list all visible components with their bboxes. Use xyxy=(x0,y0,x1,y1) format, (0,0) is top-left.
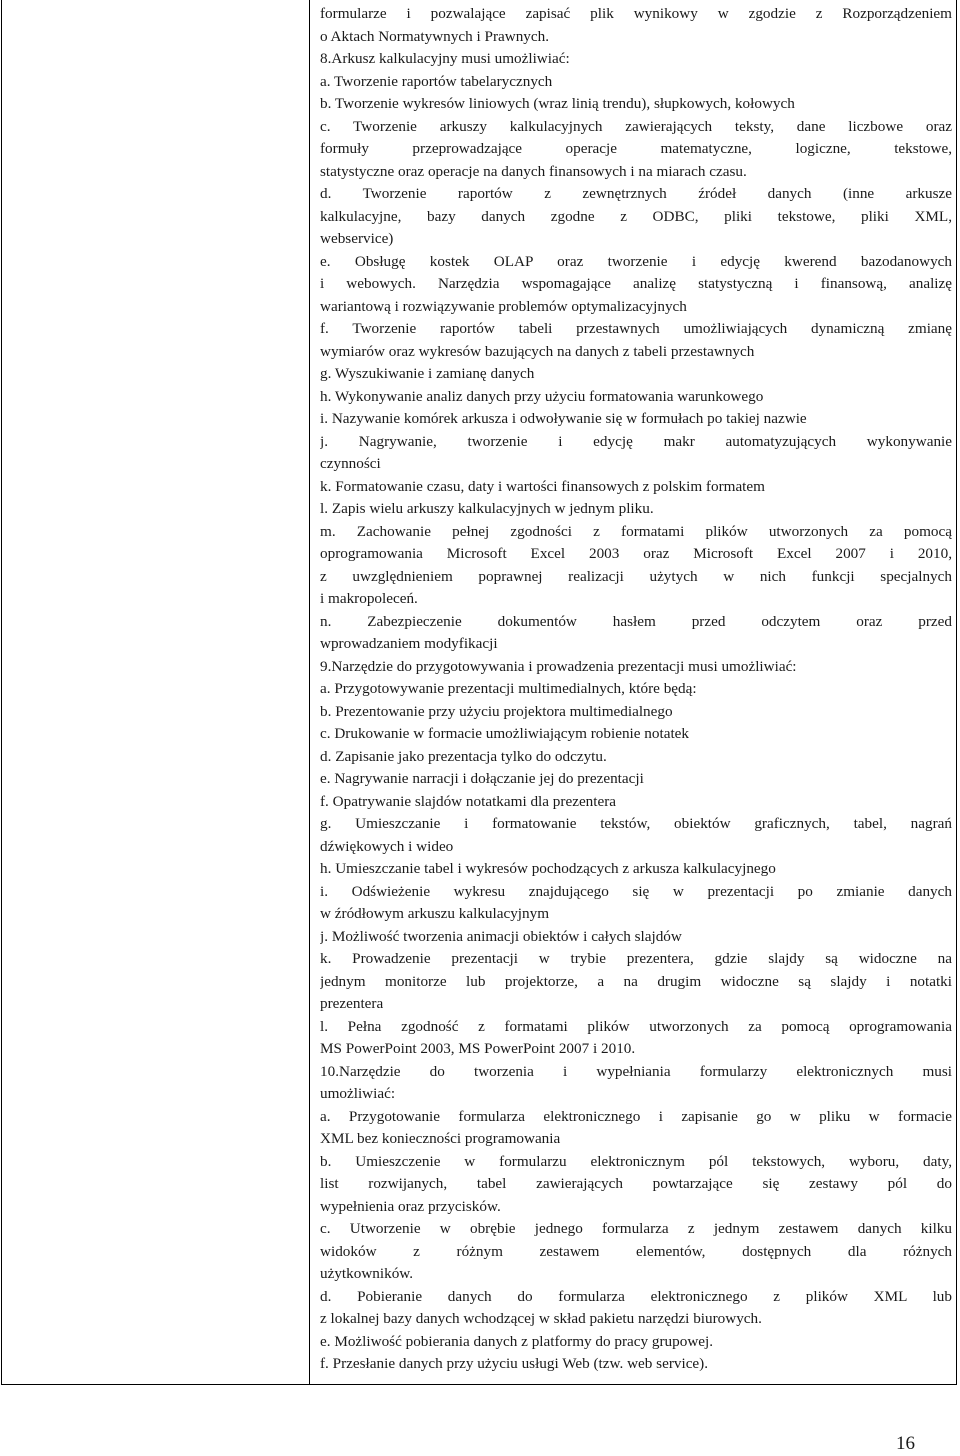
text-line: g. Wyszukiwanie i zamianę danych xyxy=(320,365,535,382)
specification-table xyxy=(1,0,957,1385)
text-line: c. Utworzenie w obrębie jednego formularza z jednym zestawem danych kilku xyxy=(320,1220,952,1237)
text-line: i. Odświeżenie wykresu znajdującego się w prezentacji po zmianie danych xyxy=(320,882,952,900)
text-line: wypełnienia oraz przycisków. xyxy=(320,1197,501,1215)
text-line: i. Nazywanie komórek arkusza i odwoływanie się w formułach po takiej nazwie xyxy=(320,410,807,427)
text-line: z uwzględnieniem poprawnej realizacji użytych w nich funkcji specjalnych xyxy=(320,567,952,585)
requirements-text xyxy=(320,3,952,1376)
text-line: prezentera xyxy=(320,995,384,1012)
text-line: MS PowerPoint 2003, MS PowerPoint 2007 i 2010. xyxy=(320,1040,636,1057)
text-line: d. Pobieranie danych do formularza elektronicznego z plików XML lub xyxy=(320,1287,952,1305)
text-line: webservice) xyxy=(320,230,394,247)
text-line: 10.Narzędzie do tworzenia i wypełniania formularzy elektronicznych musi xyxy=(320,1062,952,1080)
text-line: j. Możliwość tworzenia animacji obiektów i całych slajdów xyxy=(320,927,682,945)
text-line: formuły przeprowadzające operacje matematyczne, logiczne, tekstowe, xyxy=(320,140,952,157)
text-line: a. Przygotowywanie prezentacji multimedialnych, które będą: xyxy=(320,680,697,697)
text-line: o Aktach Normatywnych i Prawnych. xyxy=(320,27,550,45)
text-line: l. Pełna zgodność z formatami plików utworzonych za pomocą oprogramowania xyxy=(320,1017,952,1035)
text-line: j. Nagrywanie, tworzenie i edycję makr automatyzujących wykonywanie xyxy=(320,432,952,450)
text-line: statystyczne oraz operacje na danych finansowych i na miarach czasu. xyxy=(320,162,747,180)
text-line: h. Umieszczanie tabel i wykresów pochodzących z arkusza kalkulacyjnego xyxy=(320,860,776,877)
text-line: a. Tworzenie raportów tabelarycznych xyxy=(320,72,553,90)
text-line: c. Drukowanie w formacie umożliwiającym robienie notatek xyxy=(320,725,690,742)
text-line: g. Umieszczanie i formatowanie tekstów, obiektów graficznych, tabel, nagrań xyxy=(320,815,952,832)
text-line: i webowych. Narzędzia wspomagające analizę statystyczną i finansową, analizę xyxy=(320,275,952,292)
text-line: e. Nagrywanie narracji i dołączanie jej do prezentacji xyxy=(320,770,644,787)
text-line: n. Zabezpieczenie dokumentów hasłem przed odczytem oraz przed xyxy=(320,612,952,630)
text-line: jednym monitorze lub projektorze, a na drugim widoczne są slajdy i notatki xyxy=(320,972,952,990)
specification-right-column xyxy=(311,0,956,1384)
page-number: 16 xyxy=(896,1433,915,1454)
text-line: m. Zachowanie pełnej zgodności z formatami plików utworzonych za pomocą xyxy=(320,522,952,540)
text-line: widoków z różnym zestawem elementów, dostępnych dla różnych xyxy=(320,1242,952,1260)
text-line: f. Opatrywanie slajdów notatkami dla prezentera xyxy=(320,792,617,810)
text-line: k. Prowadzenie prezentacji w trybie prezentera, gdzie slajdy są widoczne na xyxy=(320,950,952,967)
text-line: l. Zapis wielu arkuszy kalkulacyjnych w jednym pliku. xyxy=(320,500,654,517)
text-line: dźwiękowych i wideo xyxy=(320,837,454,855)
text-line: użytkowników. xyxy=(320,1265,414,1282)
text-line: c. Tworzenie arkuszy kalkulacyjnych zawierających teksty, dane liczbowe oraz xyxy=(320,117,952,135)
text-line: kalkulacyjne, bazy danych zgodne z ODBC, pliki tekstowe, pliki XML, xyxy=(320,207,952,225)
text-line: XML bez konieczności programowania xyxy=(320,1130,561,1147)
text-line: f. Przesłanie danych przy użyciu usługi Web (tzw. web service). xyxy=(320,1355,709,1372)
text-line: d. Zapisanie jako prezentacja tylko do odczytu. xyxy=(320,747,607,765)
text-line: e. Obsługę kostek OLAP oraz tworzenie i edycję kwerend bazodanowych xyxy=(320,252,952,270)
text-line: e. Możliwość pobierania danych z platformy do pracy grupowej. xyxy=(320,1332,714,1350)
text-line: w źródłowym arkuszu kalkulacyjnym xyxy=(320,905,550,922)
text-line: b. Prezentowanie przy użyciu projektora multimedialnego xyxy=(320,702,673,720)
text-line: wariantową i rozwiązywanie problemów optymalizacyjnych xyxy=(320,297,687,315)
text-line: czynności xyxy=(320,455,381,472)
text-line: wymiarów oraz wykresów bazujących na danych z tabeli przestawnych xyxy=(320,342,755,360)
text-line: 9.Narzędzie do przygotowywania i prowadzenia prezentacji musi umożliwiać: xyxy=(320,657,797,675)
text-line: 8.Arkusz kalkulacyjny musi umożliwiać: xyxy=(320,50,570,67)
text-line: a. Przygotowanie formularza elektronicznego i zapisanie go w pliku w formacie xyxy=(320,1107,952,1125)
text-line: b. Umieszczenie w formularzu elektronicznym pól tekstowych, wyboru, daty, xyxy=(320,1152,952,1170)
text-line: k. Formatowanie czasu, daty i wartości finansowych z polskim formatem xyxy=(320,477,765,495)
text-line: umożliwiać: xyxy=(320,1085,396,1102)
text-line: d. Tworzenie raportów z zewnętrznych źródeł danych (inne arkusze xyxy=(320,185,952,202)
specification-left-column xyxy=(2,0,310,1384)
text-line: i makropoleceń. xyxy=(320,590,418,607)
text-line: formularze i pozwalające zapisać plik wynikowy w zgodzie z Rozporządzeniem xyxy=(320,5,952,22)
text-line: oprogramowania Microsoft Excel 2003 oraz Microsoft Excel 2007 i 2010, xyxy=(320,545,952,562)
text-line: z lokalnej bazy danych wchodzącej w skład pakietu narzędzi biurowych. xyxy=(320,1310,762,1327)
text-line: wprowadzaniem modyfikacji xyxy=(320,635,498,652)
text-line: list rozwijanych, tabel zawierających powtarzające się zestawy pól do xyxy=(320,1175,952,1192)
text-line: b. Tworzenie wykresów liniowych (wraz linią trendu), słupkowych, kołowych xyxy=(320,95,795,112)
text-line: f. Tworzenie raportów tabeli przestawnych umożliwiających dynamiczną zmianę xyxy=(320,320,952,337)
text-line: h. Wykonywanie analiz danych przy użyciu formatowania warunkowego xyxy=(320,387,764,405)
